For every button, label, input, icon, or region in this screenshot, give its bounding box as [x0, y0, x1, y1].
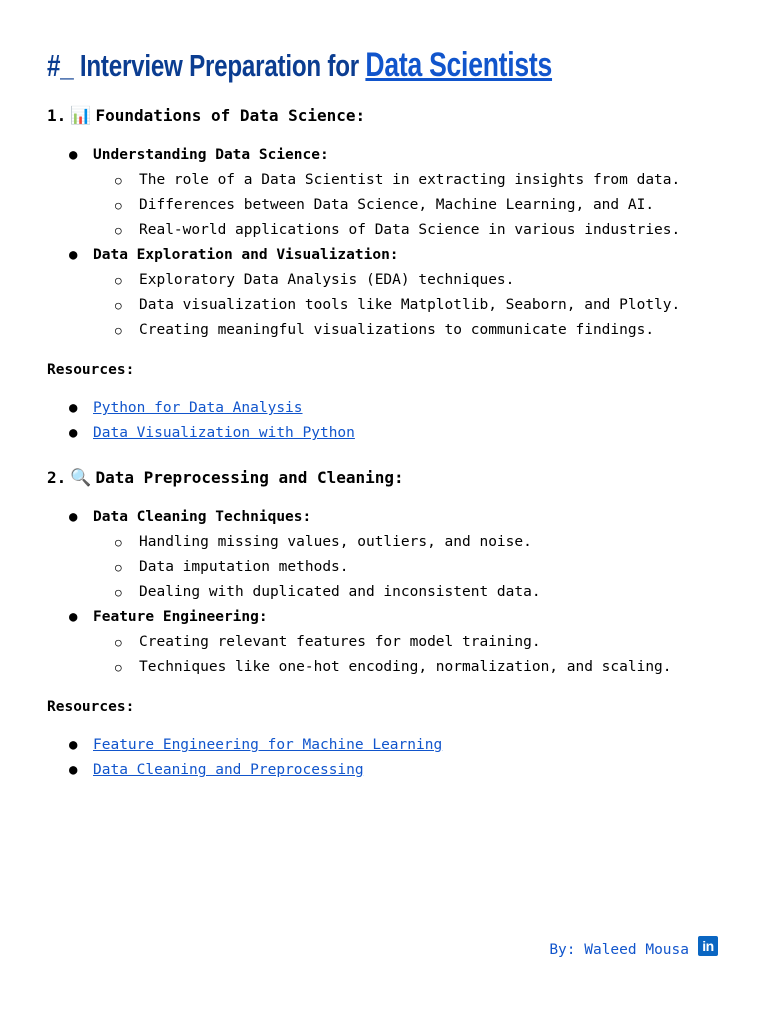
document-page — [47, 42, 727, 783]
subtopic-text: Creating relevant features for model training. — [139, 634, 541, 650]
subtopic-list — [93, 630, 727, 680]
subtopic-item — [93, 193, 727, 218]
resource-link[interactable]: Python for Data Analysis — [93, 400, 303, 416]
hollow-bullet-icon: ○ — [115, 561, 122, 574]
hollow-bullet-icon: ○ — [115, 174, 122, 187]
resource-item — [47, 733, 727, 758]
subtopic-item — [93, 318, 727, 343]
title-prefix: #_ Interview Preparation for — [47, 48, 366, 83]
subtopic-text: Data visualization tools like Matplotlib, Seaborn, and Plotly. — [139, 297, 681, 313]
subtopic-text: Data imputation methods. — [139, 559, 349, 575]
topic-label: Feature Engineering: — [93, 609, 268, 625]
resource-link[interactable]: Data Visualization with Python — [93, 425, 355, 441]
subtopic-list — [93, 268, 727, 343]
bullet-icon: ● — [69, 609, 78, 625]
bullet-icon: ● — [69, 737, 78, 753]
linkedin-icon[interactable]: in — [698, 936, 718, 956]
subtopic-list — [93, 168, 727, 243]
subtopic-item — [93, 293, 727, 318]
author-credit: By: Waleed Mousa — [549, 942, 689, 958]
hollow-bullet-icon: ○ — [115, 636, 122, 649]
subtopic-list — [93, 530, 727, 605]
section-heading-text: Foundations of Data Science: — [95, 106, 366, 125]
sections — [47, 104, 727, 783]
section-1 — [47, 104, 727, 466]
magnifier-icon: 🔍 — [70, 468, 92, 488]
hollow-bullet-icon: ○ — [115, 199, 122, 212]
hollow-bullet-icon: ○ — [115, 661, 122, 674]
hollow-bullet-icon: ○ — [115, 324, 122, 337]
subtopic-item — [93, 530, 727, 555]
section-heading — [47, 466, 727, 490]
resource-item — [47, 396, 727, 421]
hollow-bullet-icon: ○ — [115, 274, 122, 287]
topic-item — [47, 143, 727, 243]
subtopic-text: Differences between Data Science, Machine Learning, and AI. — [139, 197, 655, 213]
subtopic-text: The role of a Data Scientist in extracting insights from data. — [139, 172, 681, 188]
bar-chart-icon: 📊 — [70, 106, 92, 126]
subtopic-text: Exploratory Data Analysis (EDA) techniques. — [139, 272, 515, 288]
bullet-icon: ● — [69, 762, 78, 778]
hollow-bullet-icon: ○ — [115, 224, 122, 237]
topic-item — [47, 243, 727, 343]
topic-item — [47, 605, 727, 680]
hollow-bullet-icon: ○ — [115, 586, 122, 599]
topic-label: Understanding Data Science: — [93, 147, 329, 163]
title-accent: Data Scientists — [365, 46, 553, 84]
hollow-bullet-icon: ○ — [115, 536, 122, 549]
bullet-icon: ● — [69, 509, 78, 525]
topic-list — [47, 505, 727, 680]
bullet-icon: ● — [69, 247, 78, 263]
resource-item — [47, 421, 727, 446]
resource-link[interactable]: Data Cleaning and Preprocessing — [93, 762, 364, 778]
resource-link[interactable]: Feature Engineering for Machine Learning — [93, 737, 443, 753]
subtopic-item — [93, 218, 727, 243]
subtopic-item — [93, 555, 727, 580]
resources-label: Resources: — [47, 362, 135, 378]
bullet-icon: ● — [69, 147, 78, 163]
subtopic-text: Creating meaningful visualizations to communicate findings. — [139, 322, 655, 338]
topic-list — [47, 143, 727, 343]
subtopic-item — [93, 630, 727, 655]
topic-label: Data Exploration and Visualization: — [93, 247, 399, 263]
subtopic-text: Techniques like one-hot encoding, normalization, and scaling. — [139, 659, 672, 675]
hollow-bullet-icon: ○ — [115, 299, 122, 312]
section-heading-text: Data Preprocessing and Cleaning: — [95, 468, 404, 487]
section-spacer — [47, 446, 727, 466]
resources-label: Resources: — [47, 699, 135, 715]
section-heading — [47, 104, 727, 128]
resource-list — [47, 733, 727, 783]
section-2 — [47, 466, 727, 783]
bullet-icon: ● — [69, 400, 78, 416]
subtopic-text: Dealing with duplicated and inconsistent data. — [139, 584, 541, 600]
section-number: 2. — [47, 468, 67, 487]
resource-list — [47, 396, 727, 446]
bullet-icon: ● — [69, 425, 78, 441]
subtopic-item — [93, 168, 727, 193]
page-title — [47, 42, 577, 88]
topic-label: Data Cleaning Techniques: — [93, 509, 312, 525]
resource-item — [47, 758, 727, 783]
subtopic-text: Real-world applications of Data Science in various industries. — [139, 222, 681, 238]
topic-item — [47, 505, 727, 605]
subtopic-item — [93, 268, 727, 293]
subtopic-item — [93, 655, 727, 680]
section-number: 1. — [47, 106, 67, 125]
subtopic-item — [93, 580, 727, 605]
subtopic-text: Handling missing values, outliers, and noise. — [139, 534, 532, 550]
